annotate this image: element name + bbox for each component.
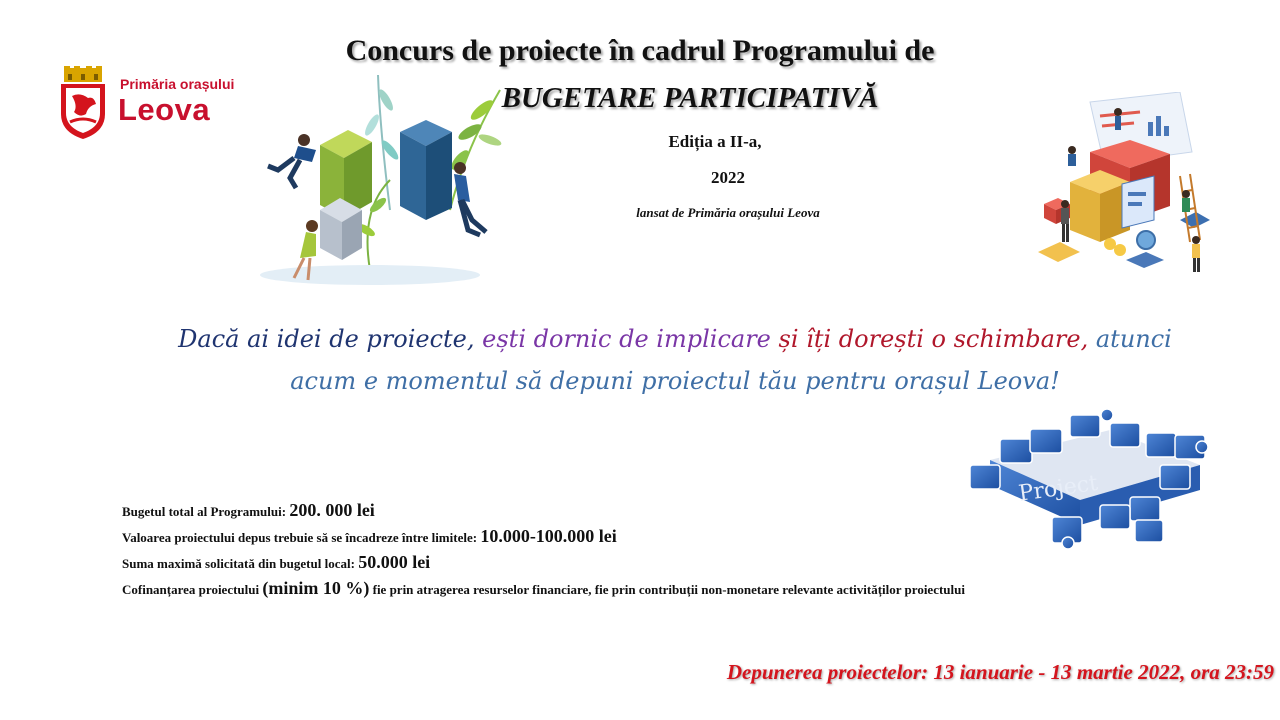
launched-by-label: lansat de Primăria orașului Leova xyxy=(636,205,820,220)
slogan xyxy=(150,318,1200,402)
analytics-illustration xyxy=(1030,92,1230,282)
max-amount-row xyxy=(122,550,1222,576)
slogan-part-1: Dacă ai idei de proiecte, xyxy=(178,325,475,353)
coat-of-arms-icon xyxy=(58,66,108,140)
logo-city-name: Leova xyxy=(118,92,211,127)
edition-label: Ediția a II-a, xyxy=(668,132,762,151)
limits-value: 10.000-100.000 lei xyxy=(480,526,617,546)
budget-row xyxy=(122,498,1222,524)
cofinancing-row xyxy=(122,576,1222,602)
puzzle-word: Project xyxy=(1017,470,1100,507)
year-label: 2022 xyxy=(711,168,745,187)
limits-label: Valoarea proiectului depus trebuie să se încadreze între limitele: xyxy=(122,530,478,545)
slogan-part-3: și îți dorești o schimbare, xyxy=(778,325,1089,353)
limits-row xyxy=(122,524,1222,550)
slogan-part-4: atunci acum e momentul să depuni proiectul tău pentru orașul Leova! xyxy=(290,325,1172,395)
program-name: BUGETARE PARTICIPATIVĂ xyxy=(501,82,879,114)
page-title: Concurs de proiecte în cadrul Programului de xyxy=(345,34,935,67)
municipality-logo xyxy=(58,66,258,146)
max-amount-value: 50.000 lei xyxy=(358,552,431,572)
cofinancing-value: (minim 10 %) xyxy=(262,578,370,598)
submission-deadline: Depunerea proiectelor: 13 ianuarie - 13 martie 2022, ora 23:59 xyxy=(726,660,1274,684)
cofinancing-details: fie prin atragerea resurselor financiare, fie prin contribuții non-monetare relevante activităților proiectului xyxy=(372,582,965,597)
budget-label: Bugetul total al Programului: xyxy=(122,504,287,519)
program-details xyxy=(122,498,1222,602)
slogan-part-2: ești dornic de implicare xyxy=(482,325,771,353)
cofinancing-label: Cofinanțarea proiectului xyxy=(122,582,260,597)
budget-value: 200. 000 lei xyxy=(289,500,375,520)
logo-subtitle: Primăria orașului xyxy=(120,76,235,92)
max-amount-label: Suma maximă solicitată din bugetul local: xyxy=(122,556,355,571)
